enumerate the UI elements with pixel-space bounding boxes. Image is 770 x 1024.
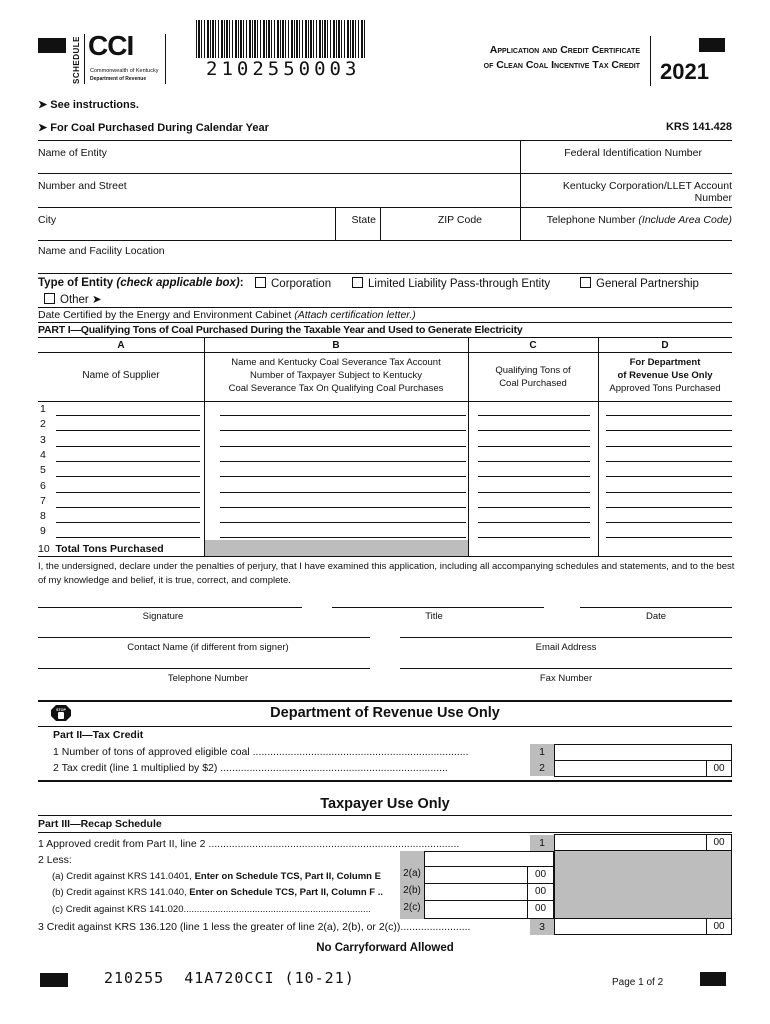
part1-row-account-input[interactable] bbox=[220, 492, 466, 493]
part1-row-supplier-input[interactable] bbox=[56, 461, 200, 462]
part2-line2-cents: 00 bbox=[713, 763, 725, 774]
entity-fein-divider bbox=[520, 140, 521, 240]
part1-row-number: 7 bbox=[40, 494, 46, 507]
part3-line2b-label bbox=[52, 887, 402, 898]
part1-row-supplier-input[interactable] bbox=[56, 476, 200, 477]
fax-label: Fax Number bbox=[539, 673, 593, 684]
corner-mark-top-right bbox=[699, 38, 725, 52]
contact-name-line[interactable] bbox=[38, 637, 370, 638]
part1-row-approved-input[interactable] bbox=[606, 446, 732, 447]
part1-row-account-input[interactable] bbox=[220, 430, 466, 431]
stop-hand-icon bbox=[51, 705, 71, 721]
year-divider bbox=[650, 36, 651, 86]
part2-line1-label: 1 Number of tons of approved eligible coal .......................................................................... bbox=[53, 746, 469, 758]
fein-field[interactable]: Federal Identification Number bbox=[564, 147, 702, 159]
part1-row-approved-input[interactable] bbox=[606, 415, 732, 416]
stop-icon bbox=[51, 705, 71, 721]
part1-letter-rule-top bbox=[38, 337, 732, 338]
date-label: Date bbox=[645, 611, 667, 622]
city-rule bbox=[38, 207, 732, 208]
row-10-label bbox=[38, 543, 164, 555]
part2-line1-input[interactable] bbox=[554, 744, 732, 761]
general-partnership-label: General Partnership bbox=[596, 278, 699, 290]
part1-row-account-input[interactable] bbox=[220, 415, 466, 416]
taxpayer-title-rule bbox=[38, 815, 732, 816]
telephone-line[interactable] bbox=[38, 668, 370, 669]
row-10-col-c-input[interactable] bbox=[469, 540, 598, 556]
row-10-text: Total Tons Purchased bbox=[55, 543, 164, 555]
part1-row-tons-input[interactable] bbox=[478, 446, 590, 447]
part1-row-tons-input[interactable] bbox=[478, 476, 590, 477]
part1-row-number: 9 bbox=[40, 525, 46, 538]
part3-line2a-num: 2(a) bbox=[403, 868, 421, 879]
row-10-number: 10 bbox=[38, 543, 50, 555]
part1-top-rule bbox=[38, 322, 732, 323]
col-a-letter: A bbox=[117, 340, 125, 351]
corner-mark-bottom-left bbox=[40, 973, 68, 987]
contact-name-label: Contact Name (if different from signer) bbox=[127, 642, 289, 653]
part1-row-supplier-input[interactable] bbox=[56, 492, 200, 493]
part3-line2b-bold: Enter on Schedule TCS, Part II, Column F .. bbox=[189, 887, 384, 898]
krs-reference: KRS 141.428 bbox=[665, 121, 732, 133]
col-a-header: Name of Supplier bbox=[82, 370, 160, 381]
schedule-label: SCHEDULE bbox=[72, 35, 81, 84]
part3-line2b-input[interactable] bbox=[425, 884, 527, 900]
part1-row-number: 3 bbox=[40, 433, 46, 446]
general-partnership-checkbox[interactable] bbox=[580, 277, 699, 290]
entity-type-colon: : bbox=[239, 277, 244, 289]
part1-title: PART I—Qualifying Tons of Coal Purchased During the Taxable Year and Used to Generate Electricity bbox=[38, 324, 523, 336]
form-title-line2: of Clean Coal Incentive Tax Credit bbox=[483, 59, 640, 71]
email-label: Email Address bbox=[535, 642, 597, 653]
coal-purchased-label: ➤ For Coal Purchased During Calendar Year bbox=[38, 122, 269, 134]
part1-row-approved-input[interactable] bbox=[606, 537, 732, 538]
no-carryforward-notice: No Carryforward Allowed bbox=[316, 942, 454, 954]
col-c-header-2: Coal Purchased bbox=[499, 378, 567, 389]
part1-row-account-input[interactable] bbox=[220, 446, 466, 447]
part1-row-supplier-input[interactable] bbox=[56, 522, 200, 523]
general-partnership-box[interactable] bbox=[580, 277, 591, 288]
see-instructions: ➤ See instructions. bbox=[38, 99, 139, 111]
tax-year: 2021 bbox=[660, 59, 709, 84]
signature-line[interactable] bbox=[38, 607, 302, 608]
form-code: CCI bbox=[88, 30, 134, 61]
fax-line[interactable] bbox=[400, 668, 732, 669]
part3-line2a-prefix: (a) Credit against KRS 141.0401, bbox=[52, 871, 195, 882]
other-arrow: ➤ bbox=[91, 294, 102, 306]
corner-mark-top-left bbox=[38, 38, 66, 53]
part1-letter-rule-bottom bbox=[38, 352, 732, 353]
part1-header-bottom-rule bbox=[38, 401, 732, 402]
part3-line3-label: 3 Credit against KRS 136.120 (line 1 less the greater of line 2(a), 2(b), or 2(c))........................ bbox=[38, 921, 471, 933]
date-certified-italic: (Attach certification letter.) bbox=[294, 309, 416, 321]
part3-line3-num: 3 bbox=[530, 919, 554, 935]
corporation-label: Corporation bbox=[271, 278, 332, 290]
perjury-declaration: I, the undersigned, declare under the penalties of perjury, that I have examined this application, including all accompanying schedules and statements, and to the best of my knowledge and belief, it is true, correct, and complete. bbox=[38, 561, 735, 586]
part3-line2b-num: 2(b) bbox=[403, 885, 421, 896]
form-title-line1: Application and Credit Certificate bbox=[489, 44, 640, 56]
part1-row-supplier-input[interactable] bbox=[56, 446, 200, 447]
date-line[interactable] bbox=[580, 607, 732, 608]
llpte-box[interactable] bbox=[352, 277, 363, 288]
entity-type-label bbox=[38, 277, 244, 289]
part3-line2c-input[interactable] bbox=[425, 901, 527, 918]
header-divider bbox=[165, 34, 166, 84]
account-number-field[interactable]: Kentucky Corporation/LLET Account Number bbox=[562, 180, 732, 204]
part3-line2c-cents: 00 bbox=[534, 903, 547, 914]
title-label: Title bbox=[425, 611, 443, 622]
col-c-header-1: Qualifying Tons of bbox=[495, 365, 571, 376]
part2-line2-label: 2 Tax credit (line 1 multiplied by $2) .............................................................................. bbox=[53, 762, 448, 774]
part3-shaded-right-edge bbox=[731, 851, 732, 919]
part1-row-number: 8 bbox=[40, 510, 46, 523]
part3-line2c-num: 2(c) bbox=[403, 902, 421, 913]
other-checkbox[interactable] bbox=[44, 292, 102, 306]
zip-field[interactable]: ZIP Code bbox=[437, 214, 482, 226]
state-zip-divider bbox=[380, 207, 381, 240]
part1-row-number: 2 bbox=[40, 418, 46, 431]
part1-row-account-input[interactable] bbox=[220, 461, 466, 462]
llpte-checkbox[interactable] bbox=[352, 277, 550, 290]
page-number: Page 1 of 2 bbox=[612, 977, 664, 988]
part1-row-tons-input[interactable] bbox=[478, 492, 590, 493]
other-box[interactable] bbox=[44, 293, 55, 304]
name-of-entity-field[interactable]: Name of Entity bbox=[38, 147, 107, 159]
part3-line3-cents: 00 bbox=[713, 921, 725, 932]
barcode bbox=[196, 20, 366, 58]
part2-line2-num: 2 bbox=[530, 760, 554, 776]
part1-row-tons-input[interactable] bbox=[478, 537, 590, 538]
see-instructions-text: See instructions. bbox=[50, 99, 139, 111]
part1-row-number: 4 bbox=[40, 448, 46, 461]
facility-rule bbox=[38, 240, 732, 241]
corner-mark-bottom-right bbox=[700, 972, 726, 986]
part1-row-tons-input[interactable] bbox=[478, 507, 590, 508]
part1-row-account-input[interactable] bbox=[220, 537, 466, 538]
facility-field[interactable]: Name and Facility Location bbox=[38, 245, 165, 257]
entity-type-label-text: Type of Entity bbox=[38, 277, 114, 289]
part2-line1-num: 1 bbox=[530, 744, 554, 760]
part1-row-supplier-input[interactable] bbox=[56, 430, 200, 431]
part1-row-approved-input[interactable] bbox=[606, 461, 732, 462]
part3-line2a-cents: 00 bbox=[534, 869, 547, 880]
corporation-box[interactable] bbox=[255, 277, 266, 288]
part1-row-tons-input[interactable] bbox=[478, 415, 590, 416]
col-b-header-1: Name and Kentucky Coal Severance Tax Account bbox=[231, 357, 441, 368]
dor-use-only-title: Department of Revenue Use Only bbox=[270, 705, 500, 721]
city-state-divider bbox=[335, 207, 336, 240]
part3-line2a-bold: Enter on Schedule TCS, Part II, Column E bbox=[194, 871, 381, 882]
col-b-letter: B bbox=[332, 340, 340, 351]
corporation-checkbox[interactable] bbox=[255, 277, 331, 290]
state-field[interactable]: State bbox=[351, 214, 376, 226]
date-certified-rule bbox=[38, 307, 732, 308]
part3-line2-label: 2 Less: bbox=[38, 854, 72, 866]
taxpayer-use-only-title: Taxpayer Use Only bbox=[320, 796, 450, 812]
part3-shaded-area bbox=[554, 851, 732, 919]
col-d-header-3: Approved Tons Purchased bbox=[609, 383, 721, 394]
part1-row-account-input[interactable] bbox=[220, 522, 466, 523]
col-b-header-3: Coal Severance Tax On Qualifying Coal Purchases bbox=[228, 383, 444, 394]
street-field[interactable]: Number and Street bbox=[38, 180, 127, 192]
telephone-label: Telephone Number bbox=[546, 214, 636, 226]
dor-bottom-rule bbox=[38, 780, 732, 782]
part3-line2a-input[interactable] bbox=[425, 867, 527, 883]
part1-row-number: 1 bbox=[40, 403, 46, 415]
email-line[interactable] bbox=[400, 637, 732, 638]
dor-title-rule bbox=[38, 726, 732, 727]
col-d-header-1: For Department bbox=[629, 357, 701, 368]
street-rule bbox=[38, 173, 732, 174]
part1-row-account-input[interactable] bbox=[220, 507, 466, 508]
signature-label: Signature bbox=[142, 611, 184, 622]
part1-row-supplier-input[interactable] bbox=[56, 507, 200, 508]
part1-row-supplier-input[interactable] bbox=[56, 415, 200, 416]
part1-row-approved-input[interactable] bbox=[606, 507, 732, 508]
barcode-number: 2102550003 bbox=[206, 58, 361, 80]
part1-row-approved-input[interactable] bbox=[606, 430, 732, 431]
part1-row-number: 5 bbox=[40, 464, 46, 477]
entity-type-rule bbox=[38, 273, 732, 274]
part3-title: Part III—Recap Schedule bbox=[38, 818, 162, 830]
col-b-header-2: Number of Taxpayer Subject to Kentucky bbox=[250, 370, 422, 381]
telephone-field[interactable] bbox=[524, 214, 732, 226]
row-10-col-d-input[interactable] bbox=[599, 540, 732, 556]
part3-line2b-cents: 00 bbox=[534, 886, 547, 897]
part1-row-tons-input[interactable] bbox=[478, 430, 590, 431]
entity-top-rule bbox=[38, 140, 732, 141]
stop-text: STOP bbox=[56, 708, 66, 712]
part1-row-tons-input[interactable] bbox=[478, 461, 590, 462]
telephone-label-signer: Telephone Number bbox=[167, 673, 249, 684]
other-label: Other bbox=[60, 294, 89, 306]
part1-row-account-input[interactable] bbox=[220, 476, 466, 477]
part3-line1-num: 1 bbox=[530, 835, 554, 851]
entity-type-label-italic: (check applicable box) bbox=[116, 277, 240, 289]
part1-row-number: 6 bbox=[40, 479, 46, 492]
part1-row-supplier-input[interactable] bbox=[56, 537, 200, 538]
part3-line2b-prefix: (b) Credit against KRS 141.040, bbox=[52, 887, 190, 898]
col-d-header-2: of Revenue Use Only bbox=[617, 370, 713, 381]
part3-line1-cents: 00 bbox=[713, 837, 725, 848]
row-10-shaded-cell bbox=[205, 540, 468, 556]
coal-purchased-text: For Coal Purchased During Calendar Year bbox=[50, 122, 269, 134]
part3-line1-label: 1 Approved credit from Part II, line 2 ...................................................................................... bbox=[38, 838, 460, 850]
part3-shaded-left-edge bbox=[554, 851, 555, 919]
col-d-letter: D bbox=[661, 340, 669, 351]
llpte-label: Limited Liability Pass-through Entity bbox=[368, 278, 551, 290]
part1-row-approved-input[interactable] bbox=[606, 492, 732, 493]
part3-line2c-label: (c) Credit against KRS 141.020....................................................................... bbox=[52, 904, 371, 915]
form-number: 210255 41A720CCI (10-21) bbox=[104, 969, 355, 987]
dor-top-rule bbox=[38, 700, 732, 702]
part2-title: Part II—Tax Credit bbox=[53, 729, 144, 741]
part3-line2a-label bbox=[52, 871, 402, 882]
part1-row-tons-input[interactable] bbox=[478, 522, 590, 523]
date-certified-text: Date Certified by the Energy and Environment Cabinet bbox=[38, 309, 292, 321]
telephone-label-italic: (Include Area Code) bbox=[638, 214, 732, 226]
part3-title-rule bbox=[38, 832, 732, 833]
city-field[interactable]: City bbox=[38, 214, 57, 226]
col-c-letter: C bbox=[529, 340, 537, 351]
schedule-divider bbox=[84, 34, 85, 84]
commonwealth-label: Commonwealth of Kentucky bbox=[90, 68, 159, 74]
part1-row-approved-input[interactable] bbox=[606, 476, 732, 477]
part1-row-approved-input[interactable] bbox=[606, 522, 732, 523]
part1-bottom-rule bbox=[38, 556, 732, 557]
date-certified-field[interactable] bbox=[38, 309, 416, 321]
title-line[interactable] bbox=[332, 607, 544, 608]
department-label: Department of Revenue bbox=[90, 76, 147, 82]
